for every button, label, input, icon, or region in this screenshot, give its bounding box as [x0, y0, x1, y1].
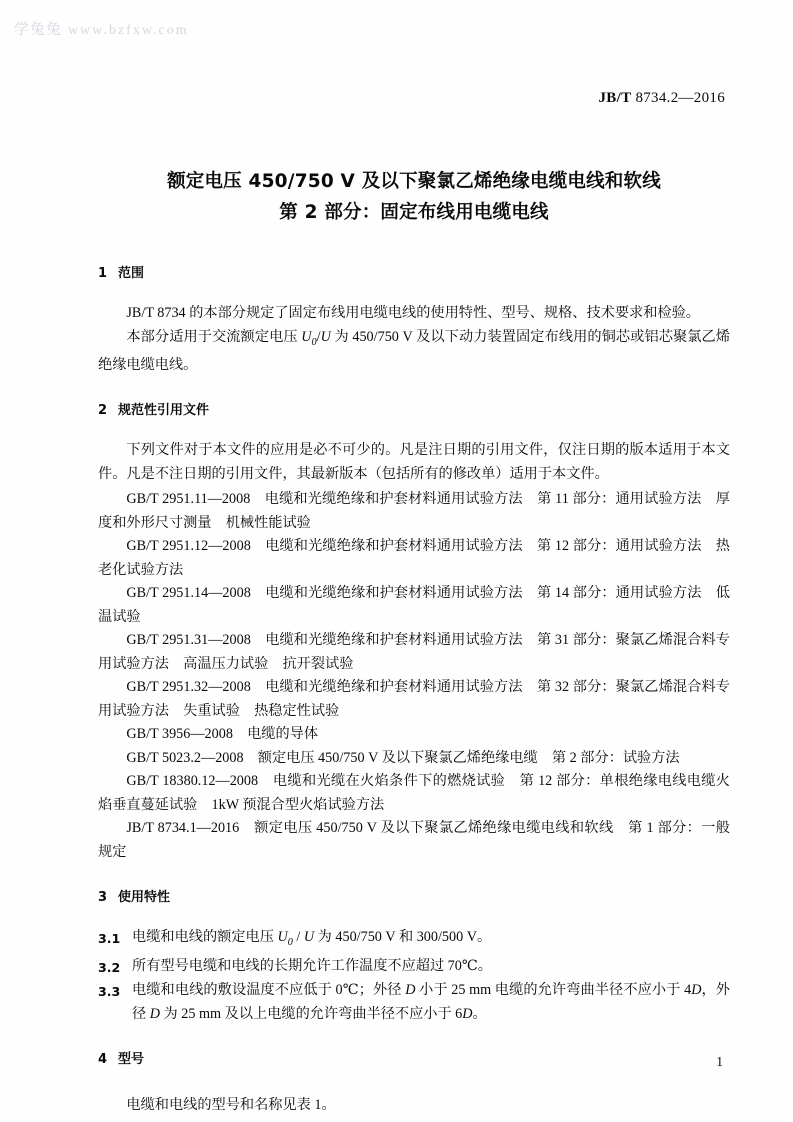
clause33-text-d: 为 25 mm 及以上电缆的允许弯曲半径不应小于 6 [160, 1005, 463, 1022]
document-title [98, 166, 730, 228]
reference-item: GB/T 5023.2—2008 额定电压 450/750 V 及以下聚氯乙烯绝缘电缆 第 2 部分：试验方法 [126, 749, 680, 766]
reference-item: GB/T 2951.11—2008 电缆和光缆绝缘和护套材料通用试验方法 第 11 部分：通用试验方法 厚度和外形尺寸测量 机械性能试验 [98, 491, 730, 531]
clause33-text-c: ，外径 [132, 982, 730, 1022]
scope-p2-part-b: 为 450/750 V 及以下动力装置固定布线用的铜芯或铝芯聚氯乙烯绝缘电缆电线。 [98, 328, 730, 373]
section-label-scope: 范围 [118, 266, 145, 281]
reference-item: GB/T 2951.31—2008 电缆和光缆绝缘和护套材料通用试验方法 第 31 部分：聚氯乙烯混合料专用试验方法 高温压力试验 抗开裂试验 [98, 632, 730, 672]
scope-p2-part-a: 本部分适用于交流额定电压 [126, 328, 302, 345]
clause33-text-b: 小于 25 mm 电缆的允许弯曲半径不应小于 4 [415, 982, 692, 999]
symbol-d: D [149, 1005, 160, 1022]
clause31-text-b: 为 450/750 V 和 300/500 V。 [314, 929, 492, 946]
clause31-text-a: 电缆和电线的额定电压 [132, 929, 278, 946]
symbol-u0-sub: 0 [311, 336, 317, 348]
watermark-brand: 学兔兔 [14, 22, 63, 38]
reference-item: GB/T 3956—2008 电缆的导体 [126, 726, 319, 743]
section-number-2: 2 [98, 403, 108, 419]
section-number-3: 3 [98, 890, 108, 906]
title-line-1: 额定电压 450/750 V 及以下聚氯乙烯绝缘电缆电线和软线 [167, 171, 661, 192]
title-line-2: 第 2 部分：固定布线用电缆电线 [279, 202, 549, 223]
clause-text: 所有型号电缆和电线的长期允许工作温度不应超过 70℃。 [132, 957, 492, 974]
scope-paragraph-2 [98, 326, 730, 378]
clause33-text-a: 电缆和电线的敷设温度不应低于 0℃；外径 [132, 982, 406, 999]
symbol-u: U [303, 929, 315, 946]
section-heading-scope [98, 262, 730, 281]
header-standard-code: JB/T [598, 90, 632, 106]
header-standard-number: 8734.2—2016 [631, 90, 725, 106]
clause-text [132, 926, 730, 954]
clause-number: 3.2 [98, 959, 121, 975]
document-body [98, 166, 730, 1118]
clause-3-2 [98, 955, 730, 980]
normative-intro-paragraph: 下列文件对于本文件的应用是必不可少的。凡是注日期的引用文件，仅注日期的版本适用于本文件。凡是不注日期的引用文件，其最新版本（包括所有的修改单）适用于本文件。 [98, 442, 730, 482]
reference-item: GB/T 18380.12—2008 电缆和光缆在火焰条件下的燃烧试验 第 12 部分：单根绝缘电线电缆火焰垂直蔓延试验 1kW 预混合型火焰试验方法 [98, 773, 730, 813]
symbol-u0-letter: U [277, 929, 288, 946]
clause-3-1 [98, 926, 730, 954]
clause-3-3 [98, 979, 730, 1026]
symbol-u0-letter: U [301, 328, 312, 345]
section-heading-normative-references [98, 399, 730, 418]
symbol-d: D [691, 982, 702, 999]
symbol-d: D [405, 982, 416, 999]
clause31-slash: / [292, 929, 304, 946]
symbol-u: U [320, 328, 331, 345]
watermark-url: www.bzfxw.com [68, 23, 189, 38]
reference-item: GB/T 2951.14—2008 电缆和光缆绝缘和护套材料通用试验方法 第 14 部分：通用试验方法 低温试验 [98, 585, 730, 625]
clause-text [132, 979, 730, 1026]
clause-number: 3.3 [98, 984, 121, 1000]
section-label-model: 型号 [118, 1052, 145, 1068]
normative-reference-list [98, 488, 730, 864]
symbol-u0 [277, 929, 293, 949]
scope-paragraph-1: JB/T 8734 的本部分规定了固定布线用电缆电线的使用特性、型号、规格、技术要求和检验。 [126, 305, 700, 321]
section-label-normative: 规范性引用文件 [118, 403, 210, 419]
section-heading-model [98, 1048, 730, 1067]
document-header [599, 90, 726, 107]
model-paragraph-1: 电缆和电线的型号和名称见表 1。 [126, 1097, 336, 1114]
reference-item: GB/T 2951.32—2008 电缆和光缆绝缘和护套材料通用试验方法 第 32 部分：聚氯乙烯混合料专用试验方法 失重试验 热稳定性试验 [98, 679, 730, 719]
reference-item: GB/T 2951.12—2008 电缆和光缆绝缘和护套材料通用试验方法 第 12 部分：通用试验方法 热老化试验方法 [98, 538, 730, 578]
symbol-d: D [462, 1005, 473, 1022]
scope-p2-slash: / [316, 328, 321, 345]
page-number: 1 [716, 1054, 723, 1069]
clause33-text-e: 。 [472, 1005, 487, 1022]
symbol-u0-sub: 0 [287, 937, 293, 949]
reference-item: JB/T 8734.1—2016 额定电压 450/750 V 及以下聚氯乙烯绝缘电缆电线和软线 第 1 部分：一般规定 [98, 820, 730, 860]
section-label-characteristics: 使用特性 [118, 890, 171, 906]
clause-number: 3.1 [98, 931, 121, 947]
section-number-1: 1 [98, 266, 108, 281]
symbol-u0 [301, 328, 317, 348]
section-heading-characteristics [98, 886, 730, 905]
watermark [14, 18, 189, 39]
section-number-4: 4 [98, 1052, 108, 1068]
